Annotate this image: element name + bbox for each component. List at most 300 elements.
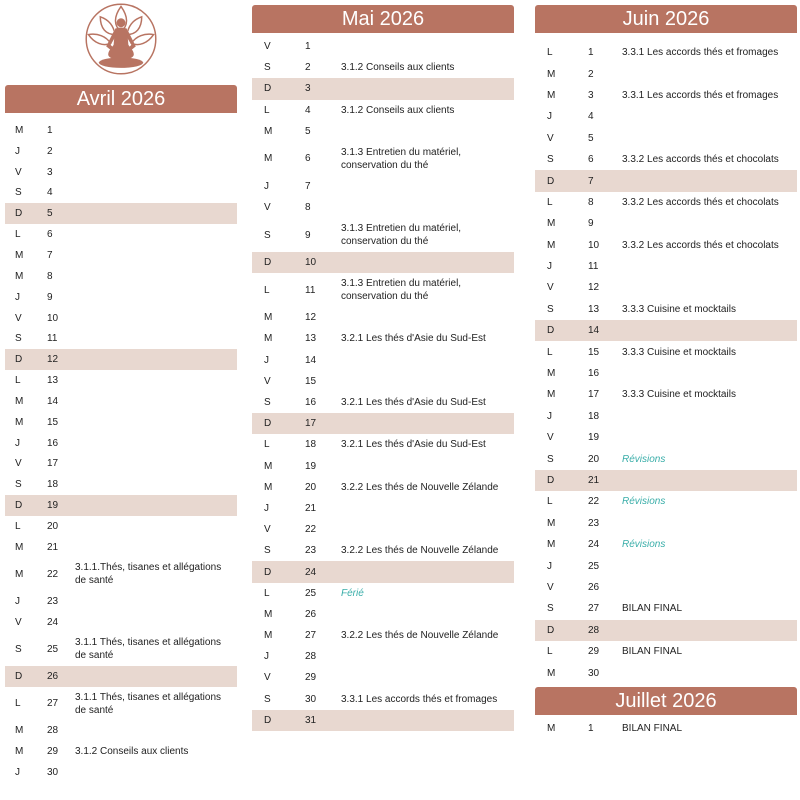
session-topic: 3.2.2 Les thés de Nouvelle Zélande: [341, 481, 499, 493]
day-row: [5, 391, 237, 412]
weekday-letter: M: [547, 667, 556, 679]
day-row: [535, 128, 797, 149]
day-number: 4: [47, 187, 53, 199]
weekday-letter: M: [547, 539, 556, 551]
day-number: 15: [305, 375, 317, 387]
weekday-letter: M: [547, 517, 556, 529]
day-number: 22: [47, 568, 59, 580]
day-row: [252, 197, 514, 218]
weekday-letter: L: [15, 229, 21, 241]
day-row: [252, 710, 514, 731]
day-number: 21: [305, 502, 317, 514]
day-row: [252, 176, 514, 197]
weekday-letter: V: [15, 312, 22, 324]
weekday-letter: S: [15, 643, 22, 655]
day-number: 9: [305, 229, 311, 241]
day-number: 8: [47, 270, 53, 282]
session-topic: Férié: [341, 587, 364, 599]
day-number: 4: [588, 111, 594, 123]
session-topic: 3.3.1 Les accords thés et fromages: [622, 89, 779, 101]
day-number: 23: [588, 517, 600, 529]
day-number: 23: [305, 545, 317, 557]
day-number: 26: [305, 608, 317, 620]
month-header: Avril 2026: [5, 85, 237, 113]
day-number: 3: [588, 89, 594, 101]
weekday-letter: J: [547, 410, 552, 422]
session-topic: 3.3.2 Les accords thés et chocolats: [622, 196, 779, 208]
session-topic: 3.1.1 Thés, tisanes et allégations de santé: [75, 637, 222, 662]
weekday-letter: V: [547, 581, 554, 593]
day-row: [252, 252, 514, 273]
weekday-letter: M: [547, 68, 556, 80]
day-row: [5, 370, 237, 391]
day-row: [535, 641, 797, 662]
day-row: [252, 36, 514, 57]
day-row: [252, 667, 514, 688]
weekday-letter: V: [15, 458, 22, 470]
day-row: [5, 454, 237, 475]
day-number: 20: [305, 481, 317, 493]
day-row: [5, 141, 237, 162]
day-row: [535, 235, 797, 256]
day-row: [252, 689, 514, 710]
weekday-letter: S: [547, 154, 554, 166]
weekday-letter: J: [15, 596, 20, 608]
day-row: [5, 203, 237, 224]
day-row: [5, 591, 237, 612]
day-number: 16: [588, 368, 600, 380]
weekday-letter: M: [15, 725, 24, 737]
month-header: Juillet 2026: [535, 687, 797, 715]
weekday-letter: S: [547, 603, 554, 615]
month-header: Juin 2026: [535, 5, 797, 33]
weekday-letter: V: [264, 672, 271, 684]
day-number: 8: [588, 196, 594, 208]
day-number: 12: [47, 354, 59, 366]
day-number: 1: [305, 41, 311, 53]
weekday-letter: V: [264, 202, 271, 214]
weekday-letter: S: [264, 229, 271, 241]
weekday-letter: M: [15, 541, 24, 553]
day-number: 19: [305, 460, 317, 472]
day-number: 28: [47, 725, 59, 737]
day-number: 31: [305, 714, 317, 726]
weekday-letter: D: [264, 566, 272, 578]
month-header: Mai 2026: [252, 5, 514, 33]
weekday-letter: M: [547, 218, 556, 230]
day-row: [252, 100, 514, 121]
day-row: [535, 513, 797, 534]
session-topic: 3.1.1.Thés, tisanes et allégations de santé: [75, 562, 222, 587]
day-row: [535, 470, 797, 491]
day-number: 2: [47, 145, 53, 157]
day-number: 16: [305, 397, 317, 409]
day-row: [535, 192, 797, 213]
day-row: [252, 121, 514, 142]
weekday-letter: L: [547, 196, 553, 208]
day-row: [252, 307, 514, 328]
weekday-letter: L: [264, 439, 270, 451]
day-number: 29: [588, 646, 600, 658]
day-number: 12: [305, 312, 317, 324]
day-number: 10: [588, 239, 600, 251]
day-number: 28: [588, 624, 600, 636]
day-number: 14: [305, 354, 317, 366]
day-number: 27: [305, 630, 317, 642]
session-topic: 3.1.3 Entretien du matériel, conservation du thé: [341, 146, 462, 171]
session-topic: 3.3.3 Cuisine et mocktails: [622, 389, 736, 401]
day-row: [535, 534, 797, 555]
weekday-letter: M: [264, 608, 273, 620]
day-number: 13: [305, 333, 317, 345]
weekday-letter: M: [15, 249, 24, 261]
day-number: 29: [47, 746, 59, 758]
day-number: 5: [588, 132, 594, 144]
day-row: [5, 474, 237, 495]
weekday-letter: D: [15, 354, 23, 366]
weekday-letter: S: [264, 397, 271, 409]
day-number: 2: [588, 68, 594, 80]
day-row: [535, 448, 797, 469]
month-july: [535, 687, 797, 739]
day-row: [535, 170, 797, 191]
weekday-letter: D: [547, 325, 555, 337]
day-row: [535, 299, 797, 320]
day-row: [252, 646, 514, 667]
day-row: [252, 371, 514, 392]
weekday-letter: D: [547, 624, 555, 636]
day-row: [252, 392, 514, 413]
day-row: [535, 256, 797, 277]
day-number: 21: [588, 475, 600, 486]
weekday-letter: M: [15, 568, 24, 580]
day-number: 2: [305, 62, 311, 74]
day-row: [535, 718, 797, 739]
day-row: [5, 308, 237, 329]
session-topic: 3.3.3 Cuisine et mocktails: [622, 346, 736, 358]
weekday-letter: D: [547, 175, 555, 187]
weekday-letter: D: [264, 418, 272, 430]
day-number: 1: [588, 47, 594, 59]
session-topic: 3.2.1 Les thés d'Asie du Sud-Est: [341, 439, 486, 451]
weekday-letter: L: [264, 104, 270, 116]
session-topic: 3.2.2 Les thés de Nouvelle Zélande: [341, 545, 499, 557]
day-number: 5: [305, 125, 311, 137]
weekday-letter: J: [15, 145, 20, 157]
weekday-letter: J: [547, 261, 552, 273]
day-number: 8: [305, 202, 311, 214]
day-number: 16: [47, 437, 59, 449]
weekday-letter: D: [15, 500, 23, 512]
day-number: 25: [47, 643, 59, 655]
day-row: [252, 604, 514, 625]
day-number: 22: [305, 524, 317, 536]
day-number: 25: [305, 587, 317, 599]
day-number: 27: [47, 698, 59, 710]
day-row: [5, 224, 237, 245]
day-number: 7: [47, 249, 53, 261]
weekday-letter: J: [15, 437, 20, 449]
day-row: [535, 320, 797, 341]
day-row: [535, 577, 797, 598]
day-row: [252, 540, 514, 561]
session-topic: 3.1.2 Conseils aux clients: [341, 104, 455, 116]
day-row: [5, 245, 237, 266]
day-number: 18: [588, 410, 600, 422]
day-row: [5, 762, 237, 783]
day-row: [535, 620, 797, 641]
weekday-letter: V: [547, 432, 554, 444]
day-row: [5, 558, 237, 591]
session-topic: Révisions: [622, 539, 666, 551]
day-row: [535, 363, 797, 384]
weekday-letter: V: [547, 132, 554, 144]
day-row: [5, 120, 237, 141]
weekday-letter: M: [547, 389, 556, 401]
day-number: 26: [588, 581, 600, 593]
month-april: [5, 85, 237, 783]
weekday-letter: M: [547, 723, 556, 735]
day-row: [535, 598, 797, 619]
weekday-letter: L: [547, 346, 553, 358]
day-number: 27: [588, 603, 600, 615]
day-number: 18: [305, 439, 317, 451]
day-number: 1: [588, 723, 594, 735]
weekday-letter: S: [264, 62, 271, 74]
weekday-letter: V: [264, 41, 271, 53]
day-row: [5, 537, 237, 558]
weekday-letter: M: [264, 460, 273, 472]
day-row: [535, 491, 797, 512]
day-row: [5, 183, 237, 204]
day-row: [535, 149, 797, 170]
day-number: 11: [47, 333, 58, 345]
day-row: [252, 57, 514, 78]
weekday-letter: L: [15, 520, 21, 532]
session-topic: 3.3.1 Les accords thés et fromages: [341, 693, 498, 705]
session-topic: 3.1.3 Entretien du matériel, conservation du thé: [341, 278, 462, 303]
day-number: 10: [47, 312, 59, 324]
day-number: 24: [305, 566, 317, 578]
weekday-letter: M: [547, 368, 556, 380]
month-may: [252, 5, 514, 731]
day-row: [5, 666, 237, 687]
weekday-letter: L: [15, 375, 21, 387]
day-number: 4: [305, 104, 311, 116]
day-number: 11: [588, 261, 599, 273]
weekday-letter: J: [547, 560, 552, 572]
day-number: 10: [305, 257, 317, 269]
day-number: 13: [588, 303, 600, 315]
day-number: 12: [588, 282, 600, 294]
weekday-letter: M: [547, 239, 556, 251]
day-row: [5, 495, 237, 516]
session-topic: 3.1.1 Thés, tisanes et allégations de santé: [75, 691, 222, 716]
weekday-letter: S: [15, 187, 22, 199]
day-row: [252, 78, 514, 99]
day-row: [535, 384, 797, 405]
day-number: 15: [47, 416, 59, 428]
session-topic: 3.3.2 Les accords thés et chocolats: [622, 154, 779, 166]
day-row: [5, 287, 237, 308]
day-row: [535, 63, 797, 84]
day-row: [5, 741, 237, 762]
day-row: [535, 42, 797, 63]
session-topic: BILAN FINAL: [622, 603, 683, 615]
day-number: 9: [47, 291, 53, 303]
weekday-letter: D: [264, 714, 272, 726]
day-row: [5, 328, 237, 349]
session-topic: BILAN FINAL: [622, 723, 683, 735]
day-row: [252, 218, 514, 252]
day-row: [252, 142, 514, 176]
weekday-letter: D: [15, 208, 23, 220]
weekday-letter: S: [15, 479, 22, 491]
weekday-letter: D: [264, 257, 272, 269]
day-number: 6: [588, 154, 594, 166]
weekday-letter: V: [264, 524, 271, 536]
session-topic: 3.1.2 Conseils aux clients: [75, 746, 189, 758]
day-number: 3: [47, 166, 53, 178]
day-row: [5, 633, 237, 666]
day-number: 17: [47, 458, 59, 470]
weekday-letter: S: [15, 333, 22, 345]
weekday-letter: L: [15, 698, 21, 710]
day-number: 20: [47, 520, 59, 532]
weekday-letter: J: [547, 111, 552, 123]
day-number: 24: [47, 616, 59, 628]
weekday-letter: L: [264, 587, 270, 599]
day-number: 9: [588, 218, 594, 230]
session-topic: 3.2.2 Les thés de Nouvelle Zélande: [341, 630, 499, 642]
day-number: 7: [305, 180, 311, 192]
session-topic: 3.1.3 Entretien du matériel, conservation du thé: [341, 223, 462, 248]
session-topic: 3.3.1 Les accords thés et fromages: [622, 47, 779, 59]
day-number: 19: [47, 500, 59, 512]
day-number: 14: [47, 395, 59, 407]
day-row: [252, 350, 514, 371]
weekday-letter: M: [264, 333, 273, 345]
day-row: [252, 561, 514, 582]
weekday-letter: M: [15, 395, 24, 407]
session-topic: 3.1.2 Conseils aux clients: [341, 62, 455, 74]
day-number: 6: [47, 229, 53, 241]
weekday-letter: D: [264, 83, 272, 95]
weekday-letter: J: [264, 180, 269, 192]
day-number: 23: [47, 596, 59, 608]
weekday-letter: M: [264, 153, 273, 165]
day-number: 22: [588, 496, 600, 508]
weekday-letter: J: [264, 651, 269, 663]
weekday-letter: S: [264, 545, 271, 557]
day-row: [5, 687, 237, 720]
month-june: [535, 5, 797, 684]
weekday-letter: M: [15, 746, 24, 758]
day-number: 19: [588, 432, 600, 444]
weekday-letter: M: [264, 630, 273, 642]
day-row: [535, 106, 797, 127]
weekday-letter: M: [264, 125, 273, 137]
day-number: 30: [305, 693, 317, 705]
day-number: 24: [588, 539, 600, 551]
weekday-letter: M: [15, 416, 24, 428]
weekday-letter: S: [547, 303, 554, 315]
day-row: [5, 433, 237, 454]
day-row: [5, 516, 237, 537]
day-number: 14: [588, 325, 600, 337]
weekday-letter: V: [15, 616, 22, 628]
weekday-letter: J: [15, 291, 20, 303]
day-number: 13: [47, 375, 59, 387]
day-number: 29: [305, 672, 317, 684]
session-topic: Révisions: [622, 496, 666, 508]
day-number: 18: [47, 479, 59, 491]
day-row: [535, 341, 797, 362]
session-topic: 3.3.3 Cuisine et mocktails: [622, 303, 736, 315]
day-row: [5, 349, 237, 370]
day-number: 25: [588, 560, 600, 572]
weekday-letter: S: [264, 693, 271, 705]
weekday-letter: V: [15, 166, 22, 178]
weekday-letter: D: [547, 475, 555, 486]
weekday-letter: L: [264, 284, 270, 296]
meditation-lotus-logo: [84, 2, 158, 76]
day-number: 15: [588, 346, 600, 358]
weekday-letter: S: [547, 453, 554, 465]
day-number: 26: [47, 671, 59, 683]
day-row: [535, 85, 797, 106]
day-row: [5, 412, 237, 433]
weekday-letter: M: [264, 481, 273, 493]
day-number: 3: [305, 83, 311, 95]
day-row: [535, 277, 797, 298]
day-row: [252, 583, 514, 604]
day-row: [535, 555, 797, 576]
day-number: 1: [47, 124, 53, 136]
day-number: 11: [305, 284, 316, 296]
day-number: 7: [588, 175, 594, 187]
session-topic: BILAN FINAL: [622, 646, 683, 658]
session-topic: 3.2.1 Les thés d'Asie du Sud-Est: [341, 397, 486, 409]
day-number: 30: [588, 667, 600, 679]
day-row: [252, 455, 514, 476]
weekday-letter: M: [15, 270, 24, 282]
weekday-letter: L: [547, 646, 553, 658]
weekday-letter: J: [15, 767, 20, 779]
day-number: 21: [47, 541, 59, 553]
day-number: 30: [47, 767, 59, 779]
session-topic: Révisions: [622, 453, 666, 465]
day-row: [535, 427, 797, 448]
day-row: [252, 434, 514, 455]
day-row: [5, 720, 237, 741]
day-row: [5, 612, 237, 633]
day-number: 20: [588, 453, 600, 465]
day-row: [535, 662, 797, 683]
weekday-letter: J: [264, 502, 269, 514]
weekday-letter: M: [547, 89, 556, 101]
day-number: 28: [305, 651, 317, 663]
day-row: [252, 498, 514, 519]
weekday-letter: M: [15, 124, 24, 136]
weekday-letter: M: [264, 312, 273, 324]
day-number: 6: [305, 153, 311, 165]
weekday-letter: V: [547, 282, 554, 294]
day-number: 5: [47, 208, 53, 220]
session-topic: 3.3.2 Les accords thés et chocolats: [622, 239, 779, 251]
weekday-letter: D: [15, 671, 23, 683]
day-row: [252, 413, 514, 434]
